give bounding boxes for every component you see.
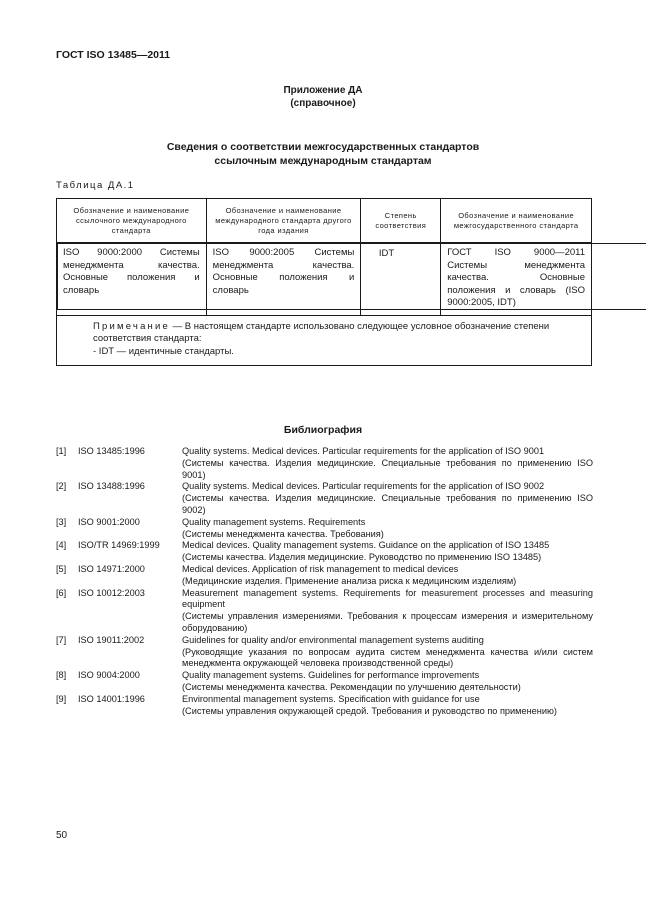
bib-title-ru: (Системы управления измерениями. Требования к процессам измерения и измерительному оборудованию) (182, 611, 593, 633)
table-cell: ГОСТ ISO 9000—2011 Системы менеджмента качества. Основные положения и словарь (ISO 9000:2005, IDT) (441, 243, 592, 316)
table-row (57, 243, 592, 316)
bib-number: [3] (56, 516, 67, 527)
bib-number: [8] (56, 670, 67, 681)
bib-code: ISO 13485:1996 (78, 446, 145, 456)
bib-number: [1] (56, 446, 67, 456)
note-text: — В настоящем стандарте использовано следующее условное обозначение степени соответствия стандарта: (93, 320, 550, 344)
bib-title-en: Quality management systems. Requirements (182, 516, 366, 527)
bib-title-en: Quality systems. Medical devices. Particular requirements for the application of ISO 9002 (182, 481, 545, 492)
bib-title-ru: (Системы качества. Изделия медицинские. Руководство по применению ISO 13485) (182, 552, 542, 563)
bib-title-en: Measurement management systems. Requirements for measurement processes and measuring equipment (182, 587, 593, 610)
bib-title-en: Medical devices. Quality management systems. Guidance on the application of ISO 13485 (182, 540, 550, 551)
bib-title-en: Environmental management systems. Specification with guidance for use (182, 693, 480, 704)
list-item (56, 564, 593, 588)
note-item: - IDT — идентичные стандарты. (93, 345, 234, 357)
annex-subtitle: (справочное) (290, 98, 356, 109)
correspondence-table (56, 198, 592, 366)
section-title-line2: ссылочным международным стандартам (214, 155, 432, 167)
table-note (57, 315, 592, 366)
bib-title-en: Quality systems. Medical devices. Particular requirements for the application of ISO 9001 (182, 446, 545, 456)
list-item (56, 540, 593, 564)
table-header-cell: Обозначение и наименование ссылочного международного стандарта (57, 199, 207, 243)
bibliography-title: Библиография (283, 424, 363, 436)
bib-code: ISO/TR 14969:1999 (78, 540, 160, 551)
bib-title-ru: (Системы менеджмента качества. Рекомендации по улучшению деятельности) (182, 681, 521, 692)
note-label: Примечание (93, 320, 170, 332)
bib-title-ru: (Системы менеджмента качества. Требования) (182, 528, 384, 539)
table-header-cell: Степень соответствия (361, 199, 441, 243)
bib-number: [9] (56, 693, 67, 704)
table-header-cell: Обозначение и наименование межгосударственного стандарта (441, 199, 592, 243)
table-cell: ISO 9000:2005 Системы менеджмента качества. Основные положения и словарь (206, 243, 361, 316)
bib-title-ru: (Руководящие указания по вопросам аудита систем менеджмента качества и/или систем менеджмента окружающей человека производственной среды) (182, 646, 593, 669)
list-item (56, 694, 593, 718)
list-item (56, 588, 593, 635)
bib-number: [2] (56, 481, 67, 492)
list-item (56, 670, 593, 694)
bib-number: [5] (56, 563, 67, 574)
table-label: Таблица ДА.1 (56, 180, 135, 191)
list-item (56, 517, 593, 541)
bib-code: ISO 9004:2000 (78, 670, 140, 681)
bib-code: ISO 14001:1996 (78, 693, 145, 704)
bib-code: ISO 10012:2003 (78, 587, 145, 598)
bib-code: ISO 9001:2000 (78, 516, 140, 527)
table-cell: ISO 9000:2000 Системы менеджмента качества. Основные положения и словарь (57, 243, 207, 316)
bib-title-en: Medical devices. Application of risk management to medical devices (182, 563, 459, 574)
bib-code: ISO 13488:1996 (78, 481, 145, 492)
bibliography-list (56, 446, 593, 717)
table-cell: IDT (57, 243, 646, 310)
bib-title-ru: (Системы управления окружающей средой. Требования и руководство по применению) (182, 705, 557, 716)
bib-code: ISO 14971:2000 (78, 563, 145, 574)
bib-title-ru: (Медицинские изделия. Применение анализа риска к медицинским изделиям) (182, 575, 517, 586)
document-header: ГОСТ ISO 13485—2011 (56, 49, 171, 61)
bib-code: ISO 19011:2002 (78, 634, 145, 645)
list-item (56, 446, 593, 481)
bib-title-en: Guidelines for quality and/or environmental management systems auditing (182, 634, 484, 645)
list-item (56, 481, 593, 516)
table-note-row (57, 315, 592, 366)
bib-number: [4] (56, 540, 67, 551)
section-title-line1: Сведения о соответствии межгосударственных стандартов (166, 141, 480, 153)
bib-title-ru: (Системы качества. Изделия медицинские. Специальные требования по применению ISO 9002) (182, 493, 593, 515)
list-item (56, 635, 593, 670)
bib-number: [6] (56, 587, 67, 598)
annex-title: Приложение ДА (283, 85, 363, 96)
bib-title-en: Quality management systems. Guidelines for performance improvements (182, 670, 480, 681)
bib-number: [7] (56, 634, 67, 645)
table-header-row (57, 199, 592, 243)
bib-title-ru: (Системы качества. Изделия медицинские. Специальные требования по применению ISO 9001) (182, 457, 593, 480)
page-number: 50 (56, 830, 68, 841)
table-header-cell: Обозначение и наименование международного стандарта другого года издания (206, 199, 361, 243)
